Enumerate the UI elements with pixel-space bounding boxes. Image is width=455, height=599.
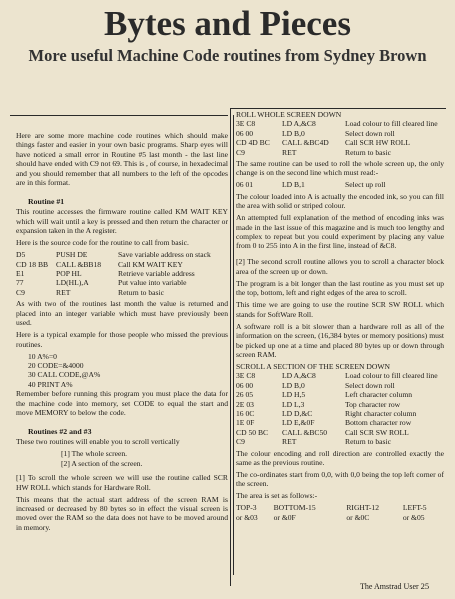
code-comment: Load colour to fill cleared line: [345, 119, 438, 129]
code-comment: Return to basic: [345, 147, 391, 157]
routine-1-paragraph: As with two of the routines last month the value is returned and placed into an integer variable which must have previously been used.: [16, 299, 228, 328]
code-comment: Select up roll: [345, 180, 386, 190]
code-hex: 26 05: [236, 390, 254, 400]
code-hex: 2E 03: [236, 399, 254, 409]
body-paragraph: The program is a bit longer than the last routine as you must set up the top, bottom, left and right edges of the area to scroll.: [236, 278, 444, 298]
area-name: LEFT-5: [402, 503, 427, 513]
basic-line: 40 PRINT A%: [28, 379, 73, 389]
routine-1-paragraph: Here is the source code for the routine to call from basic.: [16, 238, 189, 248]
code-opcode: CALL &BC50: [282, 427, 328, 437]
code-hex: 16 0C: [236, 408, 255, 418]
body-paragraph: The co-ordinates start from 0,0, with 0,0 being the top left corner of the screen.: [236, 469, 444, 489]
routine-1-heading: Routine #1: [28, 197, 65, 207]
routines-2-3-paragraph: [1] To scroll the whole screen we will use the routine called SCR HW ROLL which stands for Hardware Roll.: [16, 473, 228, 492]
code-comment: Save variable address on stack: [118, 250, 211, 260]
left-column: [16, 131, 228, 535]
body-paragraph: [2] The second scroll routine allows you to scroll a character block area of the screen up or down.: [236, 257, 444, 276]
code-hex: 77: [16, 278, 24, 288]
scroll-area-table: [236, 503, 444, 522]
code-opcode: LD B,0: [282, 380, 305, 390]
code-comment: Call SCR SW ROLL: [345, 427, 409, 437]
body-paragraph: The same routine can be used to roll the whole screen up, the only change is on the second line which must read:-: [236, 159, 444, 178]
area-value: or &05: [402, 512, 425, 522]
article-title: Bytes and Pieces: [104, 4, 351, 43]
code-opcode: CALL &BB18: [56, 259, 102, 269]
code-hex: CD 18 BB: [16, 259, 49, 269]
right-column: [236, 110, 444, 522]
code-comment: Call KM WAIT KEY: [118, 259, 183, 269]
code-line: [236, 381, 438, 390]
scroll-option-item: [2] A section of the screen.: [61, 458, 143, 468]
basic-line: 20 CODE=&4000: [28, 360, 84, 370]
code-line: [16, 250, 211, 259]
code-line: [236, 371, 438, 380]
code-line: [236, 138, 438, 147]
code-comment: Select down roll: [345, 128, 395, 138]
area-value: or &0F: [273, 512, 296, 522]
code-comment: Return to basic: [345, 437, 391, 447]
code-opcode: LD L,3: [282, 399, 305, 409]
routine-1-paragraph: Here is a typical example for those people who missed the previous routines.: [16, 330, 228, 349]
code-line: [236, 148, 438, 157]
code-comment: Load colour to fill cleared line: [345, 371, 438, 381]
page-footer: [360, 581, 429, 592]
roll-whole-code-listing: [236, 119, 438, 157]
code-opcode: LD A,&C8: [282, 119, 316, 129]
code-opcode: LD B,0: [282, 128, 305, 138]
routines-2-3-paragraph: These two routines will enable you to scroll vertically: [16, 437, 180, 447]
code-hex: 3E C8: [236, 119, 256, 129]
basic-line: 10 A%=0: [28, 351, 57, 361]
code-comment: Return to basic: [118, 287, 164, 297]
code-line: [236, 129, 438, 138]
code-opcode: LD B,1: [282, 180, 305, 190]
body-paragraph: This time we are going to use the routine SCR SW ROLL which stands for SoftWare Roll.: [236, 300, 444, 319]
area-value: or &03: [236, 512, 258, 522]
code-comment: Right character column: [345, 408, 417, 418]
column-divider: [232, 115, 234, 575]
code-comment: Retrieve variable address: [118, 269, 195, 279]
code-opcode: LD D,&C: [282, 408, 313, 418]
code-line: [236, 400, 438, 409]
code-line: [236, 180, 386, 189]
page-number: 25: [420, 581, 430, 591]
magazine-name: The Amstrad User: [360, 582, 419, 591]
code-opcode: PUSH DE: [56, 250, 88, 260]
code-hex: 06 01: [236, 180, 254, 190]
code-hex: 1E 0F: [236, 418, 255, 428]
code-hex: CD 4D BC: [236, 138, 270, 148]
code-opcode: CALL &BC4D: [282, 138, 329, 148]
code-line: [16, 269, 211, 278]
body-paragraph: The colour loaded into A is actually the encoded ink, so you can fill the area with solid or striped colour.: [236, 191, 444, 211]
body-paragraph: A software roll is a bit slower than a hardware roll as all of the information on the screen, (16,384 bytes or memory positions) must be picked up one at a time and placed 80 bytes up or down through screen RAM.: [236, 321, 444, 359]
code-opcode: POP HL: [56, 269, 82, 279]
scroll-option-item: [1] The whole screen.: [61, 449, 128, 459]
code-line: [236, 428, 438, 437]
code-line: [236, 418, 438, 427]
code-hex: C9: [236, 147, 245, 157]
code-line: [236, 437, 438, 446]
area-names-row: [236, 503, 444, 512]
code-line: [16, 260, 211, 269]
code-hex: E1: [16, 269, 25, 279]
code-comment: Bottom character row: [345, 418, 412, 428]
code-line: [236, 390, 438, 399]
code-hex: 06 00: [236, 380, 254, 390]
code-hex: C9: [16, 287, 25, 297]
article-subtitle: More useful Machine Code routines from Sydney Brown: [28, 46, 427, 65]
code-opcode: RET: [282, 147, 297, 157]
code-hex: C9: [236, 437, 245, 447]
code-comment: Left character column: [345, 390, 413, 400]
routine-1-paragraph: Remember before running this program you must place the data for the machine code into memory, set CODE to equal the start and move MEMORY to below the code.: [16, 389, 228, 417]
area-name: TOP-3: [236, 503, 257, 513]
code-comment: Call SCR HW ROLL: [345, 138, 411, 148]
code-opcode: LD A,&C8: [282, 371, 316, 381]
intro-paragraph: Here are some more machine code routines which should make things faster and easier in your own basic programs. Sharp eyes will have noticed a small error in Routine #5 last month - the last line should have ended with C9 not 69. This is , of course, in hexadecimal and you should remember that all numbers to the left of the opcodes are in this format.: [16, 131, 228, 188]
code-line: [236, 119, 438, 128]
area-name: RIGHT-12: [346, 503, 379, 513]
code-comment: Put value into variable: [118, 278, 187, 288]
code-opcode: LD E,&0F: [282, 418, 315, 428]
code-hex: 3E C8: [236, 371, 256, 381]
area-value: or &0C: [346, 512, 370, 522]
code-line: [16, 288, 211, 297]
code-opcode: RET: [56, 287, 71, 297]
code-line: [16, 278, 211, 287]
routine-1-code-listing: [16, 250, 211, 297]
code-opcode: LD(HL),A: [56, 278, 89, 288]
scroll-section-code-listing: [236, 371, 438, 446]
code-hex: 06 00: [236, 128, 254, 138]
area-name: BOTTOM-15: [273, 503, 316, 513]
roll-up-code-listing: [236, 180, 386, 189]
routines-2-3-paragraph: This means that the actual start address of the screen RAM is increased or decreased by 80 bytes so in effect the visual screen is moved over the RAM so the data does not have to be moved around in memory.: [16, 494, 228, 532]
routines-2-3-heading: Routines #2 and #3: [28, 426, 92, 436]
code-opcode: LD H,5: [282, 390, 306, 400]
body-paragraph: The colour encoding and roll direction are controlled exactly the same as the previous routine.: [236, 448, 444, 467]
code-hex: D5: [16, 250, 26, 260]
basic-line: 30 CALL CODE,@A%: [28, 370, 101, 380]
area-values-row: [236, 513, 444, 522]
roll-whole-screen-heading: ROLL WHOLE SCREEN DOWN: [236, 110, 342, 119]
basic-listing: [16, 352, 228, 390]
body-paragraph: The area is set as follows:-: [236, 491, 318, 501]
code-comment: Select down roll: [345, 380, 395, 390]
code-comment: Top character row: [345, 399, 401, 409]
code-opcode: RET: [282, 437, 297, 447]
code-line: [236, 409, 438, 418]
routine-1-paragraph: This routine accesses the firmware routine called KM WAIT KEY which will wait until a key is pressed and then return the character or expansion taken in the A register.: [16, 207, 228, 236]
body-paragraph: An attempted full explanation of the method of encoding inks was made in the last issue of this magazine and is much too lengthy and complex to repeat but you could experiment by placing any value from 0 to 255 into A in the first line, instead of &C8.: [236, 213, 444, 251]
code-hex: CD 50 BC: [236, 427, 269, 437]
scroll-section-heading: SCROLL A SECTION OF THE SCREEN DOWN: [236, 361, 390, 371]
